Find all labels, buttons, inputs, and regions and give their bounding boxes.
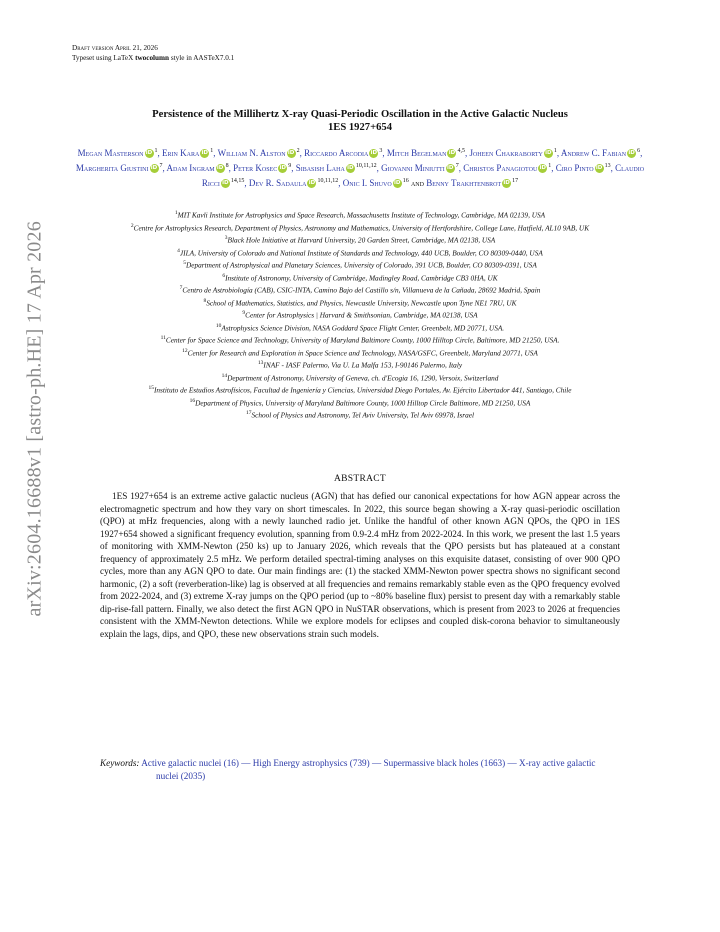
draft-version-line: Draft version April 21, 2026: [72, 44, 158, 52]
affiliation-text: INAF - IASF Palermo, Via U. La Malfa 153, I-90146 Palermo, Italy: [263, 360, 463, 370]
author-name: Megan Masterson: [77, 148, 144, 158]
orcid-icon[interactable]: iD: [201, 150, 208, 157]
affiliation-number: 9: [242, 310, 246, 317]
affiliation-item: [52, 321, 668, 334]
keyword-separator: —: [238, 758, 253, 768]
affiliation-item: [52, 258, 668, 271]
keyword-link[interactable]: Supermassive black holes (1663): [383, 758, 506, 768]
affiliation-number: 13: [257, 360, 264, 367]
orcid-icon[interactable]: iD: [222, 180, 229, 187]
affiliation-number: 10: [215, 322, 222, 329]
affiliation-text: Center for Space Science and Technology, University of Maryland Baltimore County, 1000 Hilltop Circle, Baltimore, MD 21250, USA.: [165, 335, 560, 345]
author-affiliation-marker: 8: [225, 163, 229, 169]
author-name: Ciro Pinto: [555, 163, 594, 173]
orcid-icon[interactable]: iD: [503, 180, 510, 187]
orcid-icon[interactable]: iD: [216, 165, 224, 172]
affiliation-number: 17: [245, 410, 252, 417]
typeset-prefix: Typeset using: [72, 54, 114, 62]
author-name: Sibasish Laha: [295, 163, 345, 173]
author-affiliation-marker: 1: [210, 148, 214, 154]
paper-title: [70, 108, 650, 134]
affiliation-text: Centre for Astrophysics Research, Department of Physics, Astronomy and Mathematics, University of Hertfordshire, College Lane, Hatfield, AL10 9AB, UK: [133, 222, 590, 232]
draft-header: [72, 43, 234, 63]
author-affiliation-marker: 9: [288, 163, 292, 169]
author-list: Megan Masterson iD $^1$, Erin Kara iD $^1$, William N. Alston iD $^2$, Riccardo Arcodia iD $^3$, Mitch Begelman iD $^{4,5}$, Joheen Chakraborty iD $^1$, Andrew C. Fabian iD $^6$, Margherita Giustini iD $^7$, Adam Ingram iD $^8$, Peter Kosec iD $^9$, Sibasish Laha iD $^{10,11,12}$, Giovanni Miniutti iD $^7$, Christos Panagiotou iD $^1$, Ciro Pinto iD $^{13}$, Claudio Ricci iD $^{14,15}$, Dev R. Sadaula iD $^{10,11,12}$, Onic I. Shuvo iD $^{16}$ and Benny Trakhtenbrot iD $^{17}$: [75, 148, 645, 188]
author-affiliation-marker: 17: [512, 178, 519, 184]
affiliation-text: JILA, University of Colorado and National Institute of Standards and Technology, 440 UCB, Boulder, CO 80309-0440, USA: [179, 247, 543, 257]
affiliation-item: [52, 408, 668, 421]
author[interactable]: [463, 163, 551, 173]
affiliation-item: [52, 271, 668, 284]
affiliation-number: 15: [148, 385, 154, 392]
arxiv-identifier-stamp: arXiv:2604.16688v1 [astro-ph.HE] 17 Apr 2026: [23, 221, 46, 617]
orcid-icon[interactable]: iD: [287, 150, 295, 157]
orcid-icon[interactable]: iD: [448, 150, 456, 157]
affiliation-number: 14: [221, 372, 228, 379]
affiliation-text: School of Mathematics, Statistics, and Physics, Newcastle University, Newcastle upon Tyne NE1 7RU, UK: [206, 298, 517, 308]
affiliation-text: Department of Astronomy, University of Geneva, ch. d'Ecogia 16, 1290, Versoix, Switzerland: [227, 373, 499, 383]
affiliation-text: School of Physics and Astronomy, Tel Aviv University, Tel Aviv 69978, Israel: [251, 410, 475, 420]
abstract-body: 1ES 1927+654 is an extreme active galactic nucleus (AGN) that has defied our canonical expectations for how AGN appear across the electromagnetic spectrum and how they vary on short timescales. In 2022, this source began showing a X-ray quasi-periodic oscillation (QPO) at mHz frequencies, along with a newly launched radio jet. Unlike the handful of other known AGN QPOs, the QPO in 1ES 1927+654 showed a significant frequency evolution, spanning from 0.9-2.4 mHz from 2022-2024. In this work, we present the last 1.5 years of monitoring with XMM-Newton (250 ks) up to January 2026, which reveals that the QPO persists but has plateaued at a constant frequency of approximately 2.5 mHz. We perform detailed spectral-timing analyses on this exquisite dataset, consisting of over 900 QPO cycles, more than any AGN QPO to date. Our main findings are: (1) the stacked XMM-Newton power spectra shows no significant second harmonic, (2) a soft (reverberation-like) lag is observed at all frequencies and remains remarkably stable even as the QPO frequency evolved from 2022-2024, and (3) extreme X-ray jumps on the QPO period (up to ~80% baseline flux) persist to present day with a remarkably stable dip-rise-fall pattern. Finally, we also detect the first AGN QPO in NuSTAR observations, which is present from 2023 to 2026 at frequencies consistent with the XMM-Newton detections. While we explore models for eclipses and coupled disk-corona behavior to simultaneously explain the lags, dips, and QPO, these new observations strain such models.: [100, 491, 620, 639]
author-name: Giovanni Miniutti: [381, 163, 445, 173]
affiliation-item: [52, 283, 668, 296]
author-name: Andrew C. Fabian: [560, 148, 627, 158]
keywords-label: Keywords:: [100, 758, 140, 768]
keyword-link[interactable]: Active galactic nuclei (16): [141, 758, 239, 768]
author-affiliation-marker: 1: [548, 163, 552, 169]
affiliation-number: 8: [203, 297, 207, 304]
author[interactable]: [249, 178, 338, 188]
affiliation-text: Department of Physics, University of Maryland Baltimore County, 1000 Hilltop Circle Baltimore, MD 21250, USA: [195, 398, 531, 408]
affiliation-text: Instituto de Estudios Astrofísicos, Facultad de Ingeniería y Ciencias, Universidad Diego Portales, Av. Ejército Libertador 441, Santiago, Chile: [153, 385, 572, 395]
title-line-2: 1ES 1927+654: [327, 122, 393, 133]
affiliation-item: [52, 208, 668, 221]
abstract-heading: ABSTRACT: [333, 474, 387, 484]
affiliation-item: [52, 221, 668, 234]
orcid-icon[interactable]: iD: [447, 165, 454, 172]
author-affiliation-marker: 14,15: [230, 178, 245, 184]
affiliation-number: 7: [179, 285, 183, 292]
orcid-icon[interactable]: iD: [347, 165, 354, 172]
author-affiliation-marker: 13: [604, 163, 611, 169]
affiliation-item: [52, 383, 668, 396]
author-affiliation-marker: 1: [553, 148, 557, 154]
affiliation-number: 2: [130, 222, 134, 229]
author-affiliation-marker: 7: [455, 163, 459, 169]
author-name: Christos Panagiotou: [463, 163, 538, 173]
affiliation-item: [52, 396, 668, 409]
affiliation-text: MIT Kavli Institute for Astrophysics and Space Research, Massachusetts Institute of Technology, Cambridge, MA 02139, USA: [177, 210, 546, 220]
affiliation-text: Centro de Astrobiología (CAB), CSIC-INTA, Camino Bajo del Castillo s/n, Villanueva de la Cañada, 28692 Madrid, Spain: [182, 285, 541, 295]
affiliation-text: Black Hole Initiative at Harvard University, 20 Garden Street, Cambridge, MA 02138, USA: [227, 235, 496, 245]
affiliation-text: Astrophysics Science Division, NASA Goddard Space Flight Center, Greenbelt, MD 20771, USA.: [221, 323, 505, 333]
author-affiliation-marker: 6: [637, 148, 641, 154]
author-affiliation-marker: 10,11,12: [317, 178, 339, 184]
latex-logo: LaTeX: [113, 54, 134, 62]
orcid-icon[interactable]: iD: [628, 150, 635, 157]
typeset-suffix: style in AASTeX7.0.1: [169, 54, 235, 62]
author-name: Riccardo Arcodia: [304, 148, 369, 158]
affiliation-list: [52, 208, 668, 421]
author-name: Erin Kara: [162, 148, 200, 158]
author[interactable]: [426, 178, 518, 188]
author-affiliation-marker: 1: [154, 148, 158, 154]
author-affiliation-marker: 16: [402, 178, 409, 184]
author-name: Joheen Chakraborty: [469, 148, 543, 158]
affiliation-item: [52, 308, 668, 321]
author[interactable]: [218, 148, 300, 158]
orcid-icon[interactable]: iD: [370, 150, 378, 157]
author-name: Mitch Begelman: [386, 148, 447, 158]
affiliation-item: [52, 246, 668, 259]
affiliation-item: [52, 346, 668, 359]
affiliation-number: 5: [183, 260, 186, 267]
typeset-line: [72, 53, 234, 63]
author[interactable]: [387, 148, 465, 158]
affiliation-text: Institute of Astronomy, University of Cambridge, Madingley Road, Cambridge CB3 0HA, UK: [225, 273, 498, 282]
affiliation-item: [52, 358, 668, 371]
authors-and: and: [410, 178, 427, 188]
orcid-icon[interactable]: iD: [539, 165, 546, 172]
orcid-icon[interactable]: iD: [150, 165, 158, 172]
author[interactable]: [343, 178, 409, 188]
affiliation-number: 6: [222, 272, 226, 279]
affiliation-item: [52, 333, 668, 346]
keywords-section: [100, 757, 620, 783]
author-affiliation-marker: 7: [159, 163, 163, 169]
author[interactable]: [78, 148, 158, 158]
orcid-icon[interactable]: iD: [308, 180, 316, 187]
author[interactable]: [167, 163, 229, 173]
orcid-icon[interactable]: iD: [595, 165, 603, 172]
affiliation-item: [52, 233, 668, 246]
author-name: Peter Kosec: [233, 163, 278, 173]
author-name: William N. Alston: [217, 148, 286, 158]
author[interactable]: [556, 163, 611, 173]
author[interactable]: [561, 148, 640, 158]
author[interactable]: [76, 163, 163, 173]
affiliation-item: [52, 371, 668, 384]
author[interactable]: [233, 163, 291, 173]
title-line-1: Persistence of the Millihertz X-ray Quasi-Periodic Oscillation in the Active Galactic Nucleus: [152, 109, 568, 120]
affiliation-number: 16: [189, 397, 196, 404]
author-name: Benny Trakhtenbrot: [426, 178, 502, 188]
author[interactable]: [381, 163, 459, 173]
affiliation-item: [52, 296, 668, 309]
affiliation-number: 1: [174, 210, 178, 216]
keyword-link[interactable]: X-ray active galactic nuclei (2035): [156, 758, 596, 781]
affiliation-text: Center for Research and Exploration in Space Science and Technology, NASA/GSFC, Greenbelt, Maryland 20771, USA: [187, 348, 538, 358]
keyword-separator: —: [369, 758, 384, 768]
author-affiliation-marker: 4,5: [457, 148, 465, 154]
author[interactable]: [469, 148, 556, 158]
author-name: Adam Ingram: [166, 163, 215, 173]
orcid-icon[interactable]: iD: [279, 165, 286, 172]
author-name: Margherita Giustini: [75, 163, 149, 173]
affiliation-text: Center for Astrophysics | Harvard & Smithsonian, Cambridge, MA 02138, USA: [245, 310, 478, 320]
author-name: Claudio Ricci: [201, 163, 645, 188]
affiliation-number: 4: [177, 247, 180, 254]
author-name: Onic I. Shuvo: [342, 178, 392, 188]
orcid-icon[interactable]: iD: [145, 150, 153, 157]
author[interactable]: [296, 163, 377, 173]
affiliation-number: 11: [160, 335, 166, 342]
typeset-style: twocolumn: [135, 54, 170, 62]
orcid-icon[interactable]: iD: [545, 150, 552, 157]
affiliation-number: 12: [182, 347, 188, 354]
author-affiliation-marker: 2: [296, 148, 300, 154]
orcid-icon[interactable]: iD: [393, 180, 401, 187]
author-affiliation-marker: 3: [379, 148, 383, 154]
keyword-link[interactable]: High Energy astrophysics (739): [252, 758, 370, 768]
affiliation-number: 3: [224, 235, 228, 242]
author[interactable]: [162, 148, 213, 158]
author[interactable]: [304, 148, 382, 158]
author-name: Dev R. Sadaula: [248, 178, 307, 188]
author-affiliation-marker: 10,11,12: [355, 163, 377, 169]
affiliation-text: Department of Astrophysical and Planetary Sciences, University of Colorado, 391 UCB, Boulder, CO 80309-0391, USA: [185, 260, 537, 270]
keyword-separator: —: [505, 758, 519, 768]
